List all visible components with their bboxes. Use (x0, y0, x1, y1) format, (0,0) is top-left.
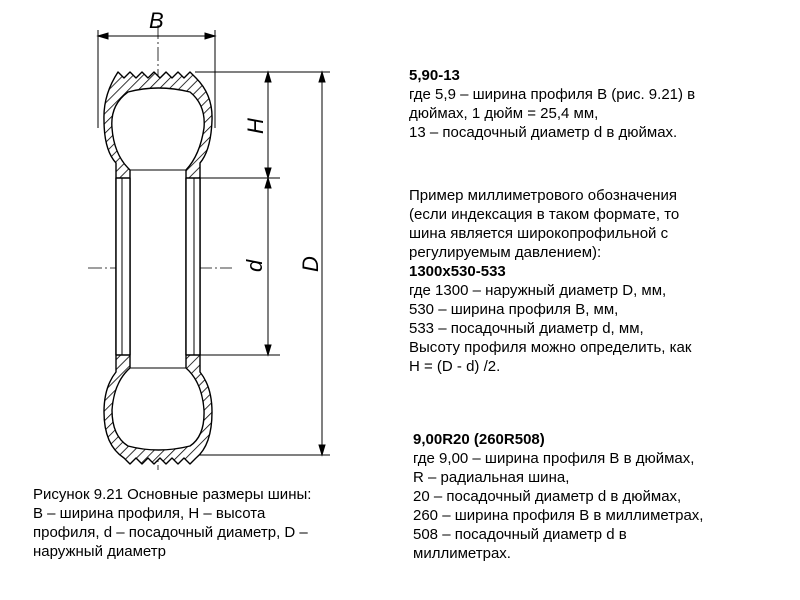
block-heading: 5,90-13 (409, 67, 460, 84)
label-b: B (149, 8, 164, 33)
text-line: регулируемым давлением): (409, 244, 602, 261)
text-line: H = (D - d) /2. (409, 358, 501, 375)
text-line: миллиметрах. (413, 545, 511, 562)
text-line: Пример миллиметрового обозначения (409, 187, 677, 204)
text-line: дюймах, 1 дюйм = 25,4 мм, (409, 105, 599, 122)
block-heading: 1300x530-533 (409, 263, 506, 280)
tire-section (104, 72, 212, 464)
block-heading: 9,00R20 (260R508) (413, 431, 545, 448)
text-line: где 9,00 – ширина профиля B в дюймах, (413, 450, 695, 467)
caption-line: B – ширина профиля, H – высота (33, 505, 266, 522)
label-d: d (242, 259, 267, 272)
inch-designation-block (409, 66, 695, 142)
caption-line: наружный диаметр (33, 543, 166, 560)
figure-caption (33, 485, 311, 561)
text-line: Высоту профиля можно определить, как (409, 339, 692, 356)
text-line: 20 – посадочный диаметр d в дюймах, (413, 488, 682, 505)
text-line: 260 – ширина профиля B в миллиметрах, (413, 507, 704, 524)
text-line: шина является широкопрофильной с (409, 225, 669, 242)
text-line: где 1300 – наружный диаметр D, мм, (409, 282, 667, 299)
text-line: (если индексация в таком формате, то (409, 206, 680, 223)
text-line: R – радиальная шина, (413, 469, 570, 486)
text-line: где 5,9 – ширина профиля B (рис. 9.21) в (409, 86, 696, 103)
label-d-outer: D (298, 256, 323, 272)
text-line: 533 – посадочный диаметр d, мм, (409, 320, 644, 337)
text-line: 508 – посадочный диаметр d в (413, 526, 627, 543)
caption-line: профиля, d – посадочный диаметр, D – (33, 524, 308, 541)
text-line: 530 – ширина профиля B, мм, (409, 301, 619, 318)
radial-designation-block (413, 430, 703, 563)
dimension-d-small (195, 178, 280, 355)
caption-line: Рисунок 9.21 Основные размеры шины: (33, 486, 312, 503)
millimeter-designation-block (409, 186, 691, 376)
label-h: H (243, 118, 268, 134)
text-line: 13 – посадочный диаметр d в дюймах. (409, 124, 678, 141)
